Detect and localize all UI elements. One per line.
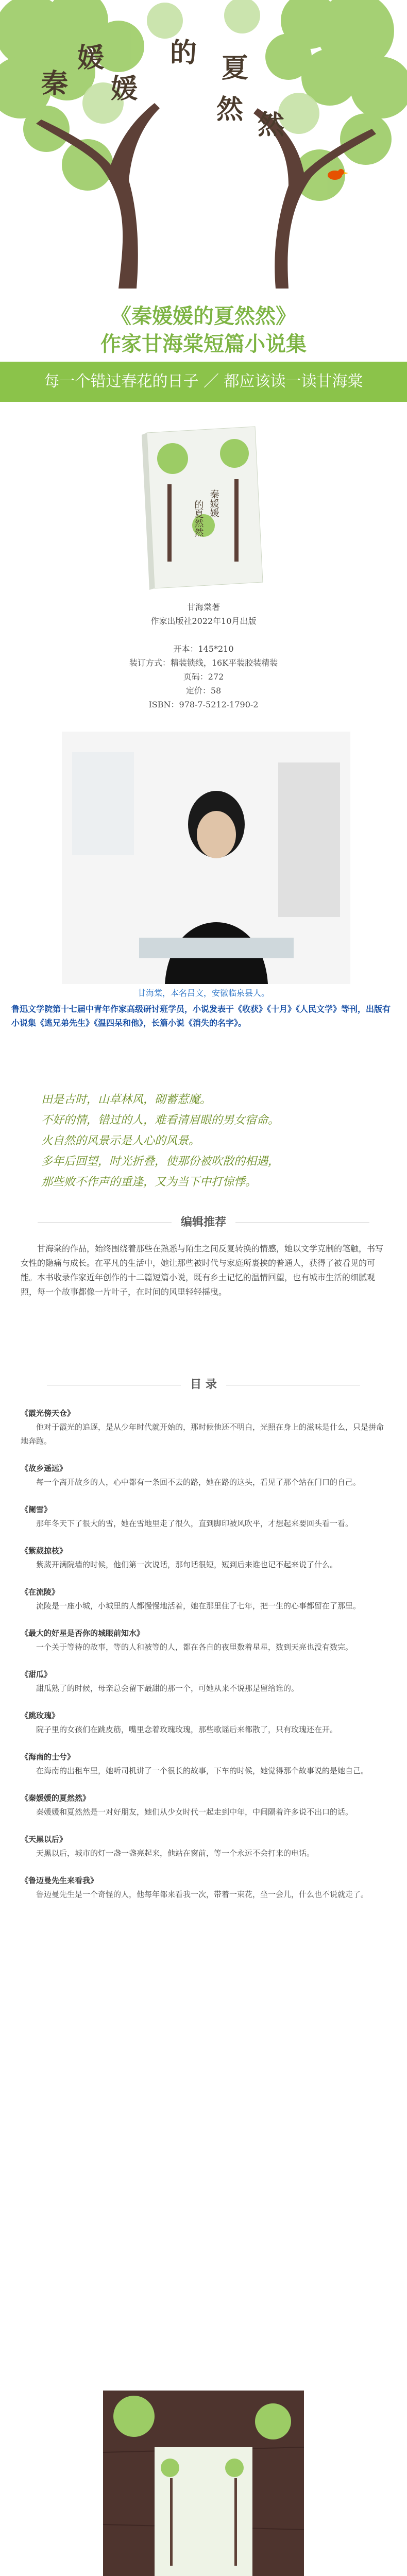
cover-tree-illustration <box>0 0 407 319</box>
verse-line: 多年后回望，时光折叠，使那份被吹散的相遇， <box>41 1155 280 1168</box>
cover-title-char: 媛 <box>77 42 105 74</box>
cover-title-char: 的 <box>170 37 197 69</box>
verse-line: 田是古时，山草林风，砌蓄惹魔。 <box>41 1093 212 1106</box>
verse-line: 不好的情，错过的人，难看清眉眼的男女宿命。 <box>41 1114 280 1127</box>
toc-item-desc: 鲁迈曼先生是一个奇怪的人，他每年都来看我一次，带着一束花，坐一会儿，什么也不说就走了。 <box>36 1890 369 1899</box>
book-info-line: 开本：145*210 <box>173 644 234 654</box>
section-heading-editor <box>0 1213 407 1229</box>
toc-item-title: 《秦媛媛的夏然然》 <box>21 1793 91 1803</box>
toc-list <box>21 1406 386 1915</box>
toc-item-title: 《海南的士兮》 <box>21 1752 75 1761</box>
toc-item <box>21 1503 386 1531</box>
toc-item-desc: 甜瓜熟了的时候，母亲总会留下最甜的那一个，可她从来不说那是留给谁的。 <box>36 1684 299 1693</box>
cover-title-char: 夏 <box>222 53 249 84</box>
toc-item <box>21 1462 386 1489</box>
toc-item-desc: 一个关于等待的故事，等的人和被等的人，都在各自的夜里数着星星，数到天亮也没有数完。 <box>36 1642 353 1652</box>
toc-item <box>21 1833 386 1860</box>
toc-item <box>21 1668 386 1696</box>
book-info-line <box>0 628 407 642</box>
toc-item-title: 《最大的好星是否你的城眼前知水》 <box>21 1629 145 1638</box>
cover-title-char: 媛 <box>111 73 138 105</box>
section-heading-text: 目 录 <box>190 1378 217 1391</box>
cover-title-char: 然 <box>216 94 244 125</box>
toc-item <box>21 1626 386 1654</box>
toc-item-title: 《阑雪》 <box>21 1505 52 1514</box>
section-heading-toc <box>0 1376 407 1392</box>
toc-item-desc: 他对于霞光的追逐，是从少年时代就开始的，那时候他还不明白，光照在身上的滋味是什么，只是拼命地奔跑。 <box>21 1422 384 1446</box>
toc-item <box>21 1874 386 1902</box>
toc-item-desc: 那年冬天下了很大的雪，她在雪地里走了很久，直到脚印被风吹平，才想起来要回头看一看。 <box>36 1519 353 1528</box>
book-photo <box>103 2391 304 2576</box>
editor-recommendation: 甘海棠的作品，始终围绕着那些在熟悉与陌生之间反复转换的情感，她以文学克制的笔触，书写女性的隐痛与成长。在平凡的生活中，她让那些被时代与家庭所裹挟的普通人，获得了被看见的可能。本书收录作家近年创作的十二篇短篇小说，既有乡土记忆的温情回望，也有城市生活的细腻观照，每一个故事都像一片叶子，在时间的风里轻轻摇曳。 <box>21 1244 384 1297</box>
slogan-banner <box>0 362 407 402</box>
author-photo-caption: 甘海棠，本名吕文，安徽临泉县人。 <box>137 988 269 998</box>
toc-item <box>21 1544 386 1572</box>
book-info-line: 定价：58 <box>185 686 222 696</box>
book-info-line: 页码：272 <box>183 672 224 682</box>
verse-block <box>41 1090 371 1193</box>
book-title-headline: 《秦媛媛的夏然然》 <box>111 304 296 328</box>
toc-item-desc: 每一个离开故乡的人，心中都有一条回不去的路，她在路的这头，看见了那个站在门口的自己。 <box>36 1478 361 1487</box>
book-info-line: 装订方式：精装锁线，16K平装胶装精装 <box>129 658 278 668</box>
toc-item-title: 《霞光傍天仓》 <box>21 1409 75 1418</box>
slogan-text: 每一个错过春花的日子 ／ 都应该读一读甘海棠 <box>44 372 363 391</box>
toc-item-title: 《紫葳掠枝》 <box>21 1546 67 1555</box>
toc-item <box>21 1750 386 1778</box>
toc-item <box>21 1791 386 1819</box>
toc-item <box>21 1709 386 1737</box>
toc-item-title: 《跳玫瑰》 <box>21 1711 60 1720</box>
cover-title-char: 秦 <box>41 68 69 99</box>
author-photo <box>62 732 350 984</box>
verse-line: 火自然的风景示是人心的风景。 <box>41 1134 200 1147</box>
book-info <box>0 600 407 711</box>
book-info-line: 作家出版社2022年10月出版 <box>150 616 257 626</box>
book-info-line: 甘海棠著 <box>186 602 220 612</box>
verse-line: 那些败不作声的重逢，又为当下中打惊悸。 <box>41 1176 257 1189</box>
toc-item-title: 《故乡遥远》 <box>21 1464 67 1473</box>
cover-title-char: 然 <box>258 109 285 141</box>
book-subtitle-headline: 作家甘海棠短篇小说集 <box>100 332 307 356</box>
toc-item-desc: 院子里的女孩们在跳皮筋，嘴里念着玫瑰玫瑰，那些歌谣后来都散了，只有玫瑰还在开。 <box>36 1725 338 1734</box>
toc-item-title: 《天黑以后》 <box>21 1835 67 1844</box>
toc-item-desc: 秦媛媛和夏然然是一对好朋友，她们从少女时代一起走到中年，中间隔着许多说不出口的话。 <box>36 1807 353 1817</box>
toc-item-title: 《鲁迈曼先生来看我》 <box>21 1876 98 1885</box>
book-info-line: ISBN：978-7-5212-1790-2 <box>148 700 259 709</box>
toc-item-desc: 天黑以后，城市的灯一盏一盏亮起来，他站在窗前，等一个永远不会打来的电话。 <box>36 1849 315 1858</box>
svg-text:的夏然然: 的夏然然 <box>193 500 204 537</box>
toc-item-desc: 流陵是一座小城，小城里的人都慢慢地活着，她在那里住了七年，把一生的心事都留在了那里。 <box>36 1601 361 1611</box>
book-cover-image <box>137 422 270 592</box>
toc-item-desc: 紫葳开满院墙的时候，他们第一次说话，那句话很短，短到后来谁也记不起来说了什么。 <box>36 1560 338 1569</box>
toc-item-desc: 在海南的出租车里，她听司机讲了一个很长的故事，下车的时候，她觉得那个故事说的是她自己。 <box>36 1766 369 1775</box>
toc-item-title: 《在流陵》 <box>21 1587 60 1597</box>
toc-item-title: 《甜瓜》 <box>21 1670 52 1679</box>
author-bio: 鲁迅文学院第十七届中青年作家高级研讨班学员，小说发表于《收获》《十月》《人民文学》等刊，出版有小说集《逃兄弟先生》《温四呆和他》，长篇小说《消失的名字》。 <box>11 1004 391 1028</box>
section-heading-text: 编辑推荐 <box>180 1216 226 1229</box>
toc-item <box>21 1406 386 1448</box>
toc-item <box>21 1585 386 1613</box>
book-cover-title: 秦媛媛 <box>208 489 219 517</box>
